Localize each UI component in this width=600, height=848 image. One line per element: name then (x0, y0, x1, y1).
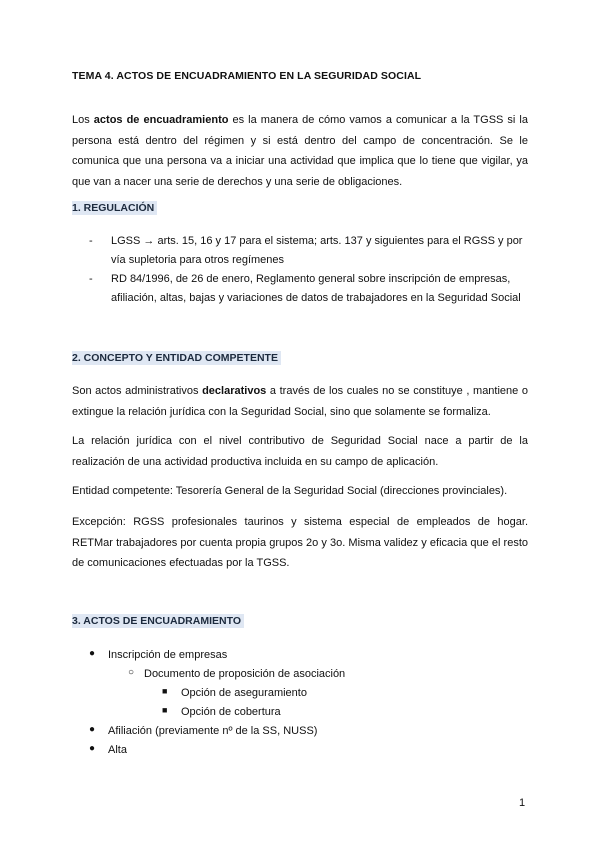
intro-bold-term: actos de encuadramiento (93, 114, 229, 126)
section-2-heading: 2. CONCEPTO Y ENTIDAD COMPETENTE (72, 352, 281, 364)
concept-bold-term: declarativos (202, 385, 267, 397)
section-1-heading: 1. REGULACIÓN (72, 202, 157, 214)
circle-bullet: ○ (128, 667, 135, 678)
dash-bullet: - (89, 235, 93, 247)
regulation-item-text: RD 84/1996, de 26 de enero, Reglamento general sobre inscripción de empresas, afiliación, altas, bajas y variaciones de datos de trabajadores en la Seguridad Social (111, 273, 521, 304)
competent-entity-paragraph: Entidad competente: Tesorería General de la Seguridad Social (direcciones provinciales). (72, 485, 508, 497)
list-item-documento: Documento de proposición de asociación (144, 668, 346, 680)
page-number: 1 (519, 797, 526, 809)
intro-text-rest: es la manera de cómo vamos a comunicar a la TGSS si la persona está dentro del régimen y si está dentro del campo de concentración. Se le comunica que una persona va a iniciar una actividad que implica que lo tiene que vigilar, ya que van a nacer una serie de derechos y una serie de obligaciones. (72, 114, 528, 188)
regulation-item-lgss (89, 232, 532, 270)
regulation-item-rd (89, 270, 532, 308)
disc-bullet: ● (89, 724, 96, 735)
exception-paragraph: Excepción: RGSS profesionales taurinos y sistema especial de empleados de hogar. RETMar trabajadores por cuenta propia grupos 2o y 3o. Misma validez y eficacia que el resto de comunicaciones efectuadas por la TGSS. (72, 516, 528, 569)
intro-text-start: Los (72, 114, 94, 126)
square-bullet: ■ (162, 705, 168, 715)
disc-bullet: ● (89, 648, 96, 659)
dash-bullet: - (89, 273, 93, 285)
list-item-afiliacion: Afiliación (previamente nº de la SS, NUSS) (108, 725, 318, 737)
concept-text-rest: a través de los cuales no se constituye , mantiene o extingue la relación jurídica con la Seguridad Social, sino que solamente se formaliza. (72, 385, 529, 418)
list-item-aseguramiento: Opción de aseguramiento (181, 687, 307, 699)
document-title: TEMA 4. ACTOS DE ENCUADRAMIENTO EN LA SEGURIDAD SOCIAL (72, 70, 422, 82)
regulation-item-text: LGSS → arts. 15, 16 y 17 para el sistema; arts. 137 y siguientes para el RGSS y por vía supletoria para otros regímenes (111, 235, 523, 266)
section-3-heading: 3. ACTOS DE ENCUADRAMIENTO (72, 615, 244, 627)
disc-bullet: ● (89, 743, 96, 754)
square-bullet: ■ (162, 686, 168, 696)
list-item-inscripcion: Inscripción de empresas (108, 649, 228, 661)
concept-paragraph-1 (72, 381, 528, 422)
list-item-alta: Alta (108, 744, 127, 756)
concept-text-start: Son actos administrativos (72, 385, 203, 397)
concept-paragraph-2: La relación jurídica con el nivel contributivo de Seguridad Social nace a partir de la realización de una actividad productiva incluida en su campo de aplicación. (72, 435, 528, 468)
list-item-cobertura: Opción de cobertura (181, 706, 281, 718)
intro-paragraph (72, 110, 528, 192)
